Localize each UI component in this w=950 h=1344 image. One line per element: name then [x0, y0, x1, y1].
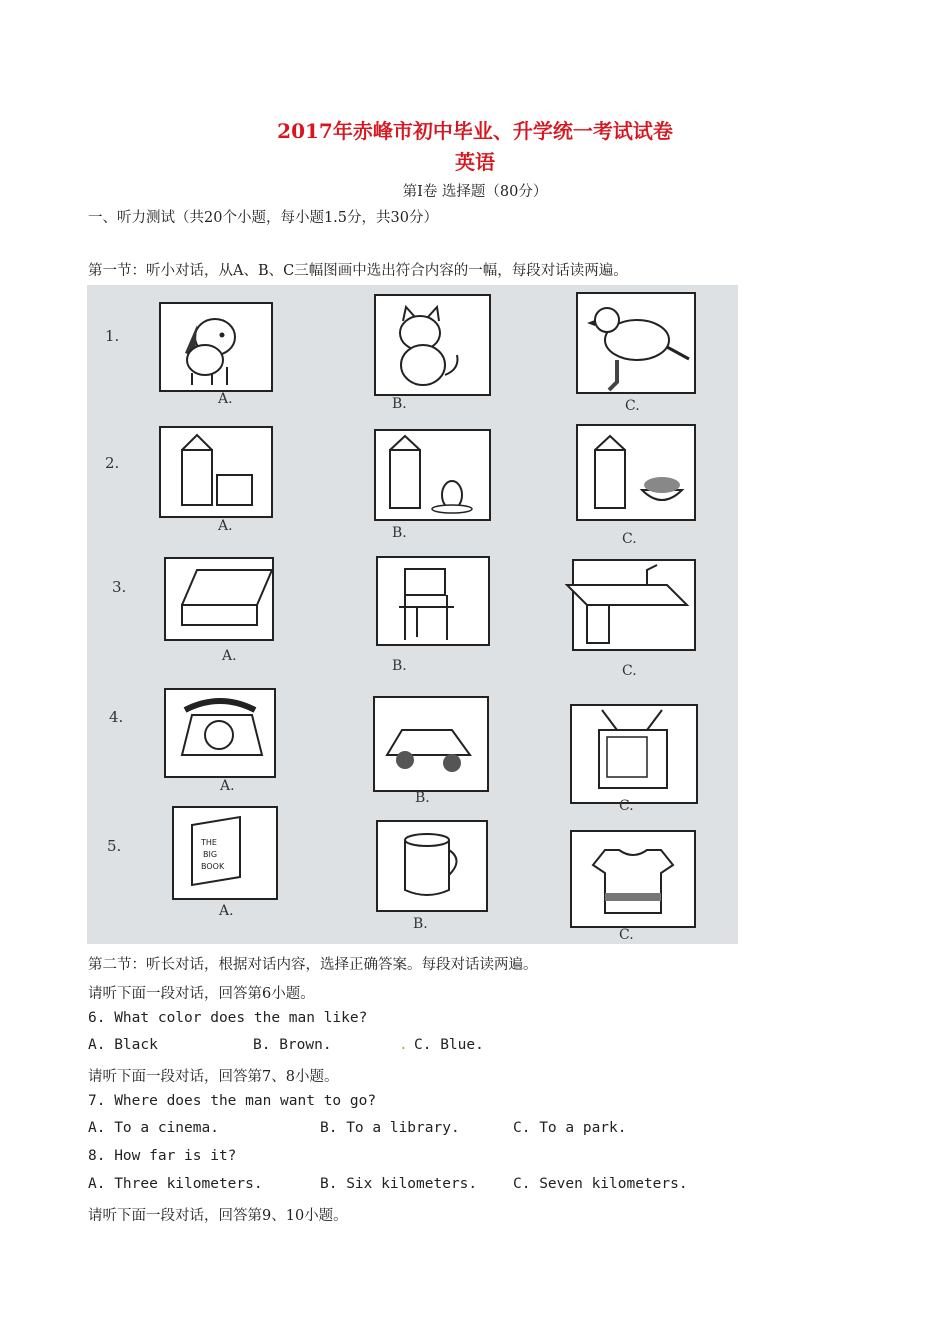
svg-text:C.: C. — [619, 798, 634, 814]
instruction-q6: 请听下面一段对话，回答第6小题。 — [88, 986, 315, 1002]
stray-dot: . — [399, 1037, 408, 1053]
q6-option-a: A. Black — [88, 1037, 158, 1053]
q7-option-b: B. To a library. — [320, 1120, 460, 1136]
row-number: 1. — [105, 327, 120, 345]
instruction-q7-8: 请听下面一段对话，回答第7、8小题。 — [88, 1069, 339, 1085]
q6-option-b: B. Brown. — [253, 1037, 332, 1053]
svg-text:C.: C. — [622, 663, 637, 679]
milk-rice-icon — [577, 425, 695, 520]
q8-option-a: A. Three kilometers. — [88, 1176, 263, 1192]
svg-text:C.: C. — [619, 927, 634, 943]
question-7: 7. Where does the man want to go? — [88, 1093, 377, 1109]
tshirt-icon — [571, 831, 695, 927]
instruction-q9-10: 请听下面一段对话，回答第9、10小题。 — [88, 1208, 348, 1224]
svg-text:C.: C. — [625, 398, 640, 414]
svg-text:A.: A. — [218, 391, 233, 407]
svg-text:A.: A. — [218, 518, 233, 534]
question-8: 8. How far is it? — [88, 1148, 237, 1164]
listening-picture-panel — [87, 285, 738, 944]
q8-option-b: B. Six kilometers. — [320, 1176, 478, 1192]
q6-option-c: C. Blue. — [414, 1037, 484, 1053]
svg-text:B.: B. — [392, 396, 407, 412]
car-icon — [374, 697, 488, 791]
svg-text:B.: B. — [392, 525, 407, 541]
book-icon — [173, 807, 277, 899]
part-heading: 一、听力测试（共20个小题，每小题1.5分，共30分） — [88, 210, 438, 226]
section2-instruction: 第二节：听长对话，根据对话内容，选择正确答案。每段对话读两遍。 — [88, 957, 538, 973]
question-6: 6. What color does the man like? — [88, 1010, 368, 1026]
milk-bread-icon — [160, 427, 272, 517]
row-number: 5. — [107, 837, 122, 855]
tv-icon — [571, 705, 697, 803]
row-number: 3. — [112, 578, 127, 596]
row-number: 4. — [109, 708, 124, 726]
chair-icon — [377, 557, 489, 645]
cup-icon — [377, 821, 487, 911]
svg-text:B.: B. — [415, 790, 430, 806]
svg-text:THE: THE — [201, 838, 217, 847]
svg-text:A.: A. — [222, 648, 237, 664]
pencil-box-icon — [165, 558, 273, 640]
section1-instruction: 第一节：听小对话，从A、B、C三幅图画中选出符合内容的一幅，每段对话读两遍。 — [88, 263, 628, 279]
desk-icon — [567, 560, 695, 650]
svg-text:BOOK: BOOK — [201, 862, 225, 871]
svg-text:BIG: BIG — [203, 850, 218, 859]
cat-icon — [375, 295, 490, 395]
milk-egg-icon — [375, 430, 490, 520]
telephone-icon — [165, 689, 275, 777]
svg-text:B.: B. — [392, 658, 407, 674]
svg-text:C.: C. — [622, 531, 637, 547]
row-number: 2. — [105, 454, 120, 472]
exam-title: 2017年赤峰市初中毕业、升学统一考试试卷 — [277, 119, 673, 143]
q7-option-a: A. To a cinema. — [88, 1120, 219, 1136]
svg-text:A.: A. — [220, 778, 235, 794]
volume-heading: 第Ⅰ卷 选择题（80分） — [402, 184, 548, 200]
q7-option-c: C. To a park. — [513, 1120, 627, 1136]
dog-icon — [160, 303, 272, 391]
svg-text:A.: A. — [219, 903, 234, 919]
svg-text:B.: B. — [413, 916, 428, 932]
q8-option-c: C. Seven kilometers. — [513, 1176, 688, 1192]
bird-icon — [577, 293, 695, 393]
exam-subject: 英语 — [455, 150, 495, 174]
